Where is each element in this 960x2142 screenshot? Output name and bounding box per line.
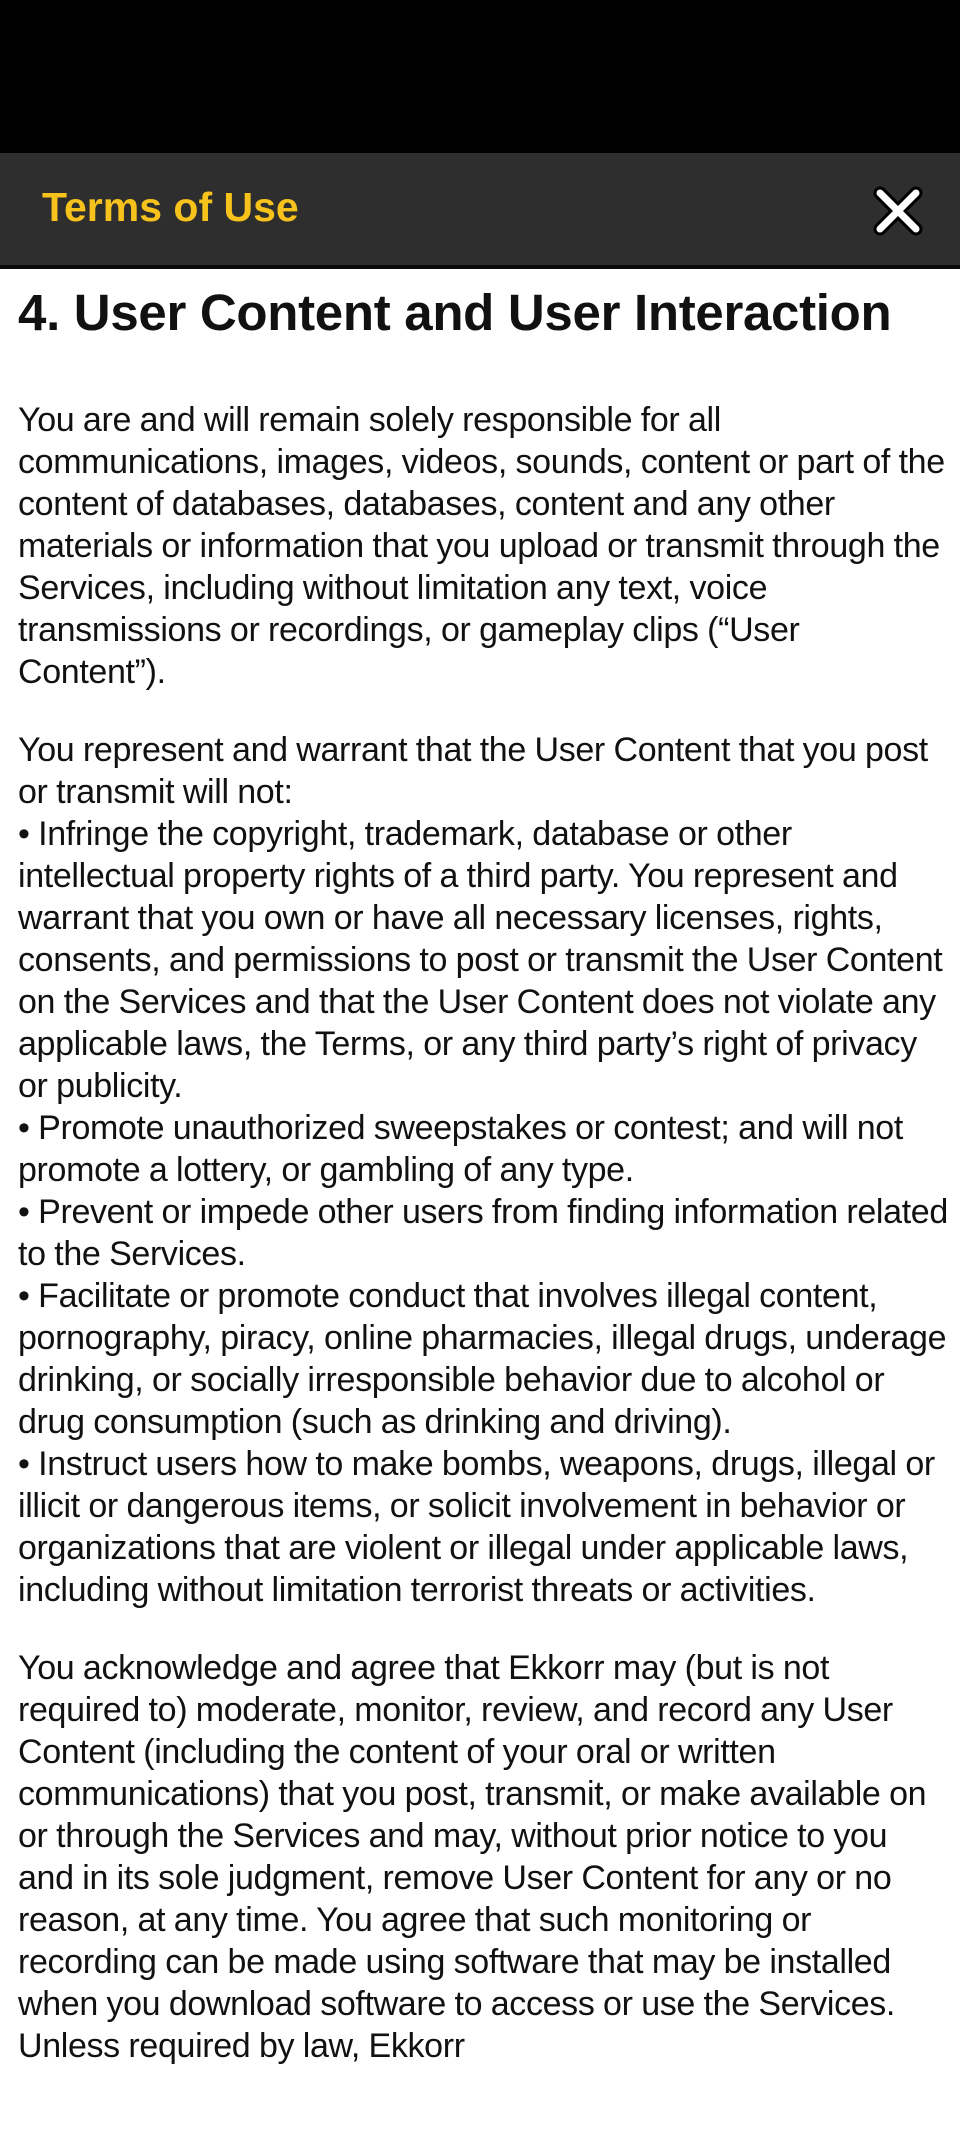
terms-header (0, 153, 960, 269)
list-item: • Prevent or impede other users from finding information related to the Services. (18, 1193, 948, 1274)
list-item: • Facilitate or promote conduct that involves illegal content, pornography, piracy, online pharmacies, illegal drugs, underage drinking, or socially irresponsible behavior due to alcohol or drug consumption (such as drinking and driving). (18, 1277, 947, 1442)
representations-intro: You represent and warrant that the User Content that you post or transmit will not: (18, 731, 928, 812)
representations-block (18, 729, 948, 1611)
section-heading: 4. User Content and User Interaction (18, 284, 892, 341)
page-title: Terms of Use (42, 184, 299, 230)
list-item: • Promote unauthorized sweepstakes or contest; and will not promote a lottery, or gambling of any type. (18, 1109, 903, 1190)
prohibited-content-list (18, 813, 948, 1611)
close-button[interactable] (870, 183, 926, 239)
list-item: • Infringe the copyright, trademark, database or other intellectual property rights of a third party. You represent and warrant that you own or have all necessary licenses, rights, consents, and permissions to post or transmit the User Content on the Services and that the User Content does not violate any applicable laws, the Terms, or any third party’s right of privacy or publicity. (18, 815, 943, 1106)
moderation-paragraph: You acknowledge and agree that Ekkorr may (but is not required to) moderate, monitor, review, and record any User Content (including the content of your oral or written communications) that you post, transmit, or make available on or through the Services and may, without prior notice to you and in its sole judgment, remove User Content for any or no reason, at any time. You agree that such monitoring or recording can be made using software that may be installed when you download software to access or use the Services. Unless required by law, Ekkorr (18, 1649, 927, 2066)
terms-content[interactable] (18, 272, 948, 2142)
list-item: • Instruct users how to make bombs, weapons, drugs, illegal or illicit or dangerous items, or solicit involvement in behavior or organizations that are violent or illegal under applicable laws, including without limitation terrorist threats or activities. (18, 1445, 935, 1610)
user-content-paragraph: You are and will remain solely responsible for all communications, images, videos, sounds, content or part of the content of databases, databases, content and any other materials or information that you upload or transmit through the Services, including without limitation any text, voice transmissions or recordings, or gameplay clips (“User Content”). (18, 401, 945, 692)
status-bar (0, 0, 960, 153)
close-icon (870, 183, 926, 239)
